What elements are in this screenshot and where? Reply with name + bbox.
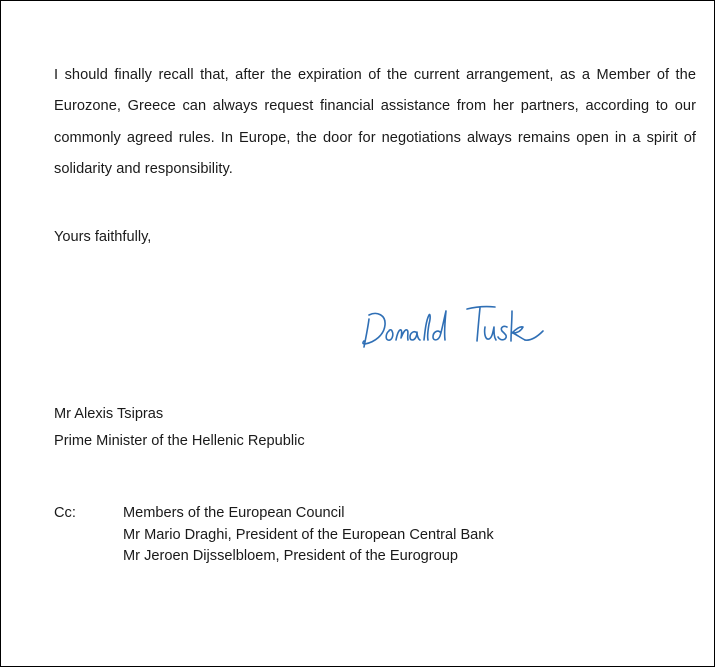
closing-salutation: Yours faithfully, (54, 229, 152, 245)
cc-label: Cc: (54, 505, 76, 521)
cc-recipient: Mr Mario Draghi, President of the European Central Bank (123, 526, 494, 543)
body-paragraph: I should finally recall that, after the expiration of the current arrangement, as a Member of the Eurozone, Greece can always request financial assistance from her partners, according to our commonly agreed rules. In Europe, the door for negotiations always remains open in a spirit of solidarity and responsibility. (54, 67, 696, 177)
cc-recipient-list (123, 503, 494, 568)
cc-recipient: Members of the European Council (123, 505, 345, 521)
handwritten-signature (359, 297, 559, 353)
addressee-title: Prime Minister of the Hellenic Republic (54, 433, 305, 449)
cc-recipient: Mr Jeroen Dijsselbloem, President of the Eurogroup (123, 548, 459, 564)
addressee-block (54, 401, 305, 455)
addressee-name: Mr Alexis Tsipras (54, 406, 164, 422)
